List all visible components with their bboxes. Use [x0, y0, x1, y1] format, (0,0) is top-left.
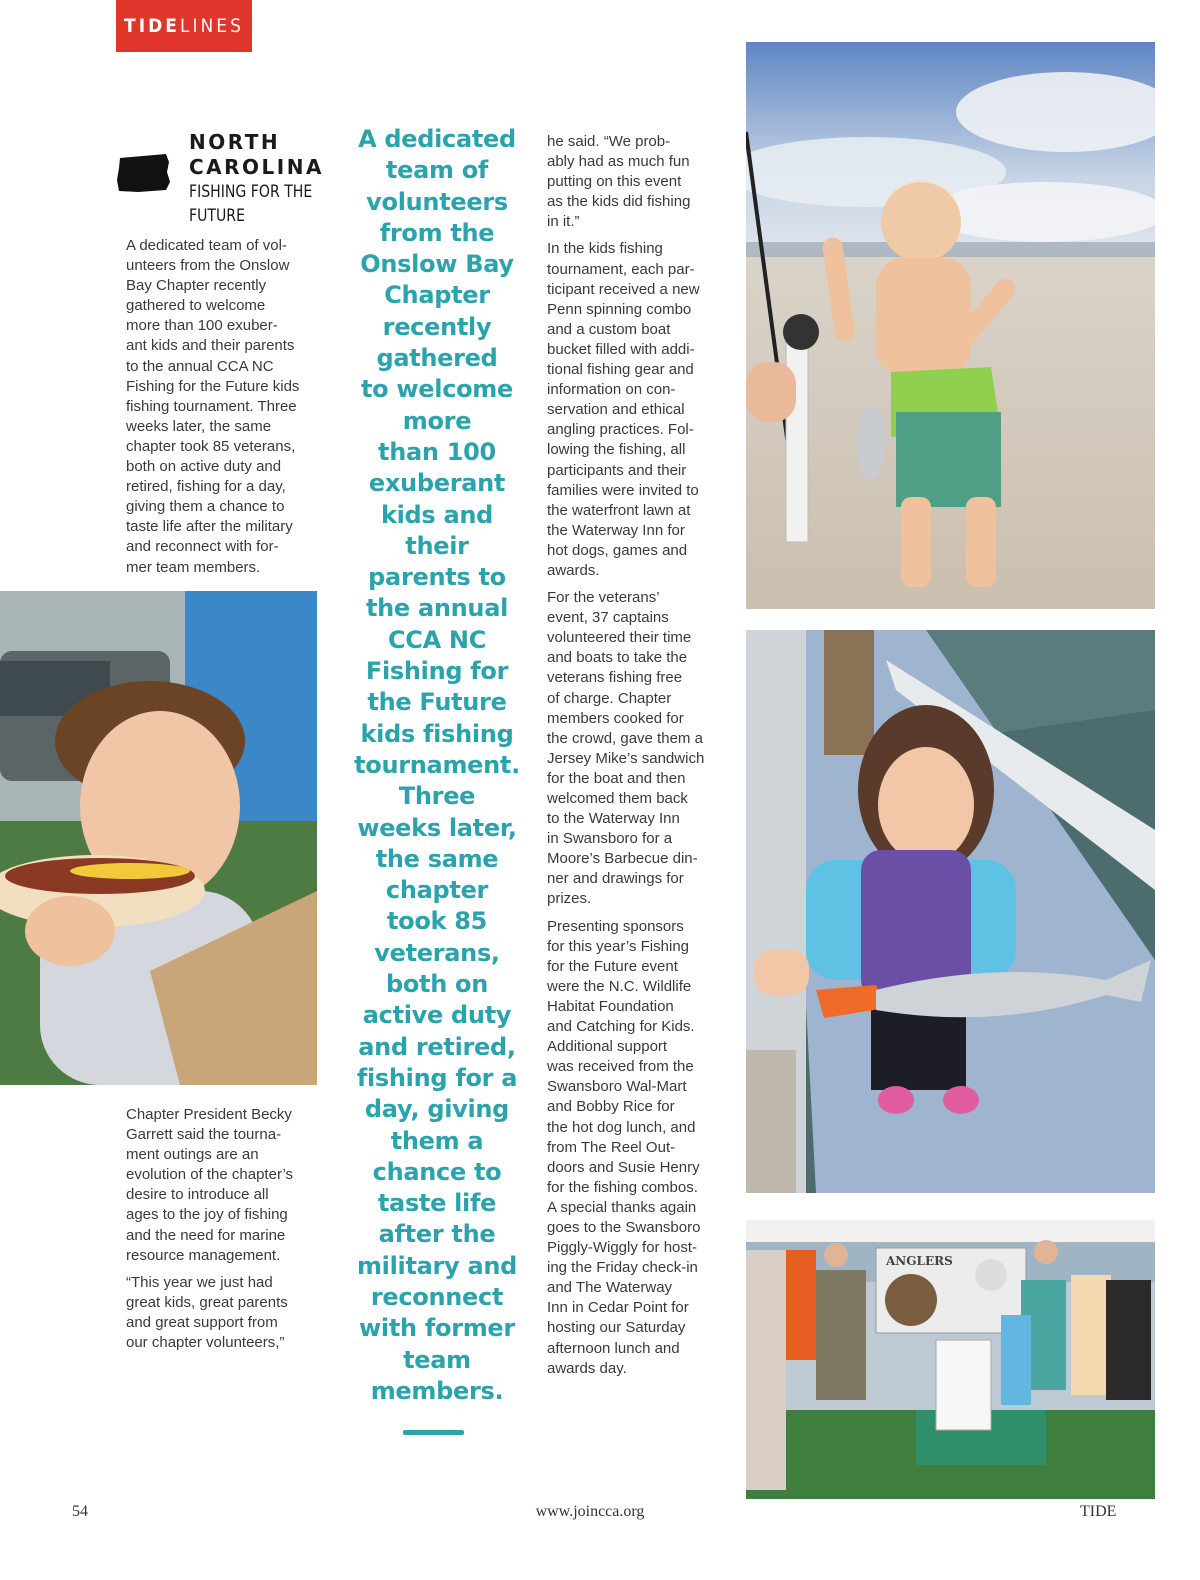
banner-text: ANGLERS	[886, 1254, 953, 1268]
body-paragraph: “This year we just had great kids, great parents and great support from our chapter volunteers,”	[126, 1273, 288, 1352]
body-paragraph: For the veterans’ event, 37 captains volunteered their time and boats to take the veterans fishing free of charge. Chapter members cooked for the crowd, gave them a Jersey Mike’s sandwich for the boat and then welcomed them back to the Waterway Inn in Swansboro for a Moore’s Barbecue din- ner and drawings for prizes.	[547, 589, 705, 908]
masthead-light: LINES	[179, 15, 244, 37]
body-paragraph: In the kids fishing tournament, each par- ticipant received a new Penn spinning combo and a custom boat bucket filled with addi- tional fishing gear and information on con- servation and ethical angling practices. Fol- lowing the fishing, all participants and their families were invited to the waterfront lawn at the Waterway Inn for hot dogs, games and awards.	[547, 240, 700, 579]
pull-quote: A dedicated team of volunteers from the Onslow Bay Chapter recently gathered to welcome more than 100 exuberant kids and their parents to the annual CCA NC Fishing for the Future kids fishing tournament. Three weeks later, the same chapter took 85 veterans, both on active duty and retired, fishing for a day, giving them a chance to taste life after the military and reconnect with former team members.	[354, 125, 520, 1405]
section-masthead	[116, 0, 252, 52]
body-paragraph: Presenting sponsors for this year’s Fishing for the Future event were the N.C. Wildlife Habitat Foundation and Catching for Kids. Additional support was received from the Swansboro Wal-Mart and Bobby Rice for the hot dog lunch, and from The Reel Out- doors and Susie Henry for the fishing combos. A special thanks again goes to the Swansboro Piggly-Wiggly for host- ing the Friday check-in and The Waterway Inn in Cedar Point for hosting our Saturday afternoon lunch and awards day.	[547, 917, 701, 1377]
state-heading	[116, 130, 326, 230]
body-column-3	[547, 132, 732, 1379]
boy-with-fish-on-beach-photo	[746, 42, 1155, 609]
north-carolina-icon	[116, 152, 171, 194]
pull-quote-rule	[403, 1430, 464, 1435]
masthead-bold: TIDE	[124, 15, 180, 37]
state-name: NORTH CAROLINA	[189, 130, 324, 179]
body-paragraph: he said. “We prob- ably had as much fun putting on this event as the kids did fishing in it.”	[547, 133, 691, 231]
magazine-name: TIDE	[1080, 1503, 1117, 1520]
footer-url[interactable]: www.joincca.org	[535, 1503, 645, 1520]
body-paragraph: Chapter President Becky Garrett said the tourna- ment outings are an evolution of the chapter’s desire to introduce all ages to the joy of fishing and the need for marine resource management.	[126, 1106, 294, 1264]
page-number: 54	[72, 1503, 88, 1520]
girl-holding-fish-on-boat-photo	[746, 630, 1155, 1193]
body-column-1-lower	[126, 1105, 326, 1353]
story-title: FISHING FOR THE FUTURE	[189, 182, 313, 226]
boy-eating-hotdog-photo	[0, 591, 317, 1085]
group-at-anglers-tent-photo	[746, 1220, 1155, 1499]
body-paragraph: A dedicated team of vol- unteers from the Onslow Bay Chapter recently gathered to welcome more than 100 exuber- ant kids and their parents to the annual CCA NC Fishing for the Future kids fishing tournament. Three weeks later, the same chapter took 85 veterans, both on active duty and retired, fishing for a day, giving them a chance to taste life after the military and reconnect with for- mer team members.	[126, 237, 300, 576]
